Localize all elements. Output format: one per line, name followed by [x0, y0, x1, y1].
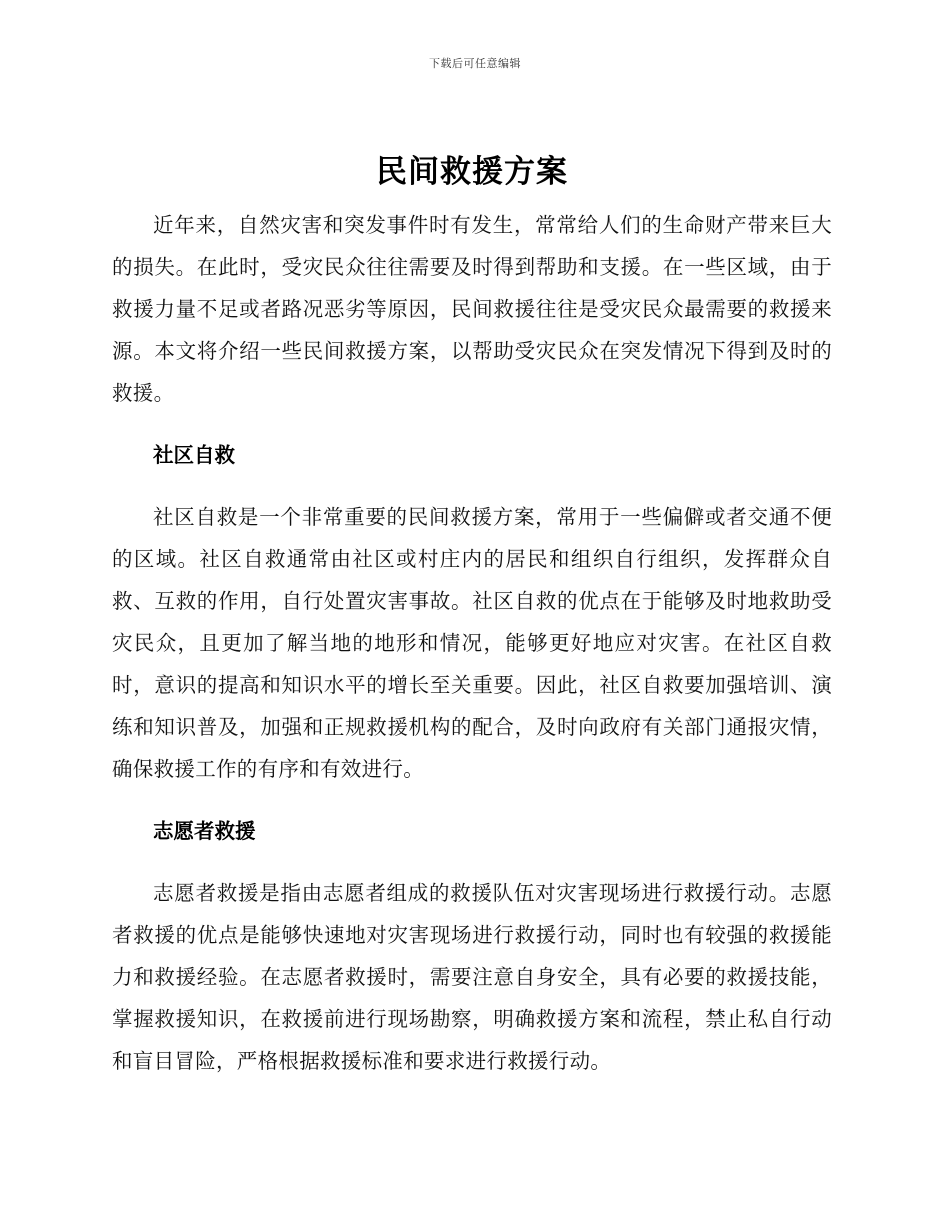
spacer [112, 790, 832, 810]
spacer [112, 852, 832, 872]
document-body [112, 150, 832, 1082]
intro-paragraph: 近年来，自然灾害和突发事件时有发生，常常给人们的生命财产带来巨大的损失。在此时，受灾民众往往需要及时得到帮助和支援。在一些区域，由于救援力量不足或者路况恶劣等原因，民间救援往往是受灾民众最需要的救援来源。本文将介绍一些民间救援方案，以帮助受灾民众在突发情况下得到及时的救援。 [112, 213, 832, 405]
section-paragraph-community-self-rescue: 社区自救是一个非常重要的民间救援方案，常用于一些偏僻或者交通不便的区域。社区自救通常由社区或村庄内的居民和组织自行组织，发挥群众自救、互救的作用，自行处置灾害事故。社区自救的优点在于能够及时地救助受灾民众，且更加了解当地的地形和情况，能够更好地应对灾害。在社区自救时，意识的提高和知识水平的增长至关重要。因此，社区自救要加强培训、演练和知识普及，加强和正规救援机构的配合，及时向政府有关部门通报灾情，确保救援工作的有序和有效进行。 [112, 505, 832, 781]
spacer [112, 414, 832, 434]
section-paragraph-volunteer-rescue: 志愿者救援是指由志愿者组成的救援队伍对灾害现场进行救援行动。志愿者救援的优点是能够快速地对灾害现场进行救援行动，同时也有较强的救援能力和救援经验。在志愿者救援时，需要注意自身安全，具有必要的救援技能，掌握救援知识，在救援前进行现场勘察，明确救援方案和流程，禁止私自行动和盲目冒险，严格根据救援标准和要求进行救援行动。 [112, 881, 832, 1073]
section-heading-volunteer-rescue: 志愿者救援 [153, 819, 256, 843]
spacer [112, 476, 832, 496]
page-title: 民间救援方案 [376, 154, 568, 190]
header-note: 下载后可任意编辑 [429, 57, 521, 70]
section-heading-community-self-rescue: 社区自救 [153, 443, 235, 467]
spacer [112, 194, 832, 204]
